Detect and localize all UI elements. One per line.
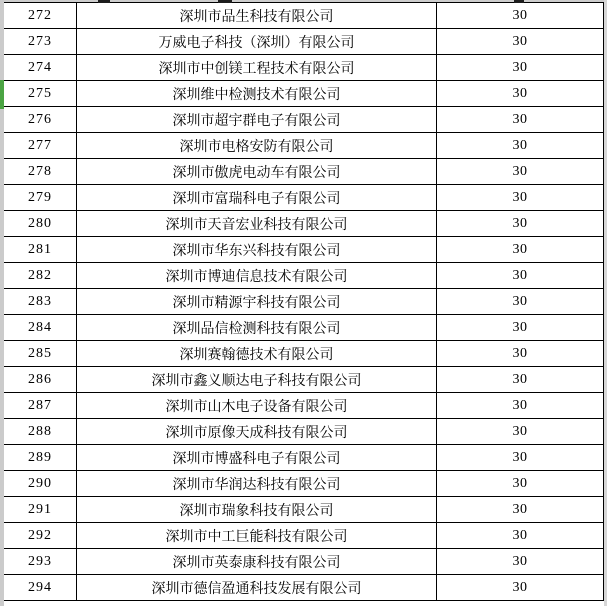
table-body [4,3,604,601]
score-cell[interactable]: 30 [437,523,604,549]
table-row [4,445,604,471]
table-row [4,419,604,445]
score-cell[interactable]: 30 [437,159,604,185]
score-cell[interactable]: 30 [437,263,604,289]
table-row [4,159,604,185]
table-row [4,523,604,549]
score-cell[interactable]: 30 [437,393,604,419]
row-number-cell[interactable]: 288 [4,419,77,445]
score-cell[interactable]: 30 [437,237,604,263]
score-cell[interactable]: 30 [437,289,604,315]
row-number-cell[interactable]: 291 [4,497,77,523]
score-cell[interactable]: 30 [437,107,604,133]
row-number-cell[interactable]: 279 [4,185,77,211]
company-name-cell[interactable]: 深圳市博迪信息技术有限公司 [77,263,437,289]
row-number-cell[interactable]: 273 [4,29,77,55]
table-row [4,29,604,55]
company-name-cell[interactable]: 万威电子科技（深圳）有限公司 [77,29,437,55]
table-row [4,211,604,237]
row-number-cell[interactable]: 282 [4,263,77,289]
company-name-cell[interactable]: 深圳市电格安防有限公司 [77,133,437,159]
score-cell[interactable]: 30 [437,211,604,237]
table-row [4,549,604,575]
prev-row-remnant [218,0,232,3]
score-cell[interactable]: 30 [437,81,604,107]
score-cell[interactable]: 30 [437,315,604,341]
company-name-cell[interactable]: 深圳市精源宇科技有限公司 [77,289,437,315]
row-number-cell[interactable]: 280 [4,211,77,237]
company-name-cell[interactable]: 深圳市傲虎电动车有限公司 [77,159,437,185]
row-number-cell[interactable]: 290 [4,471,77,497]
score-cell[interactable]: 30 [437,367,604,393]
score-cell[interactable]: 30 [437,497,604,523]
row-number-cell[interactable]: 283 [4,289,77,315]
row-number-cell[interactable]: 278 [4,159,77,185]
row-number-cell[interactable]: 289 [4,445,77,471]
company-name-cell[interactable]: 深圳赛翰德技术有限公司 [77,341,437,367]
table-row [4,497,604,523]
score-cell[interactable]: 30 [437,471,604,497]
company-name-cell[interactable]: 深圳市鑫义顺达电子科技有限公司 [77,367,437,393]
table-row [4,367,604,393]
row-number-cell[interactable]: 284 [4,315,77,341]
table-row [4,289,604,315]
company-name-cell[interactable]: 深圳市博盛科电子有限公司 [77,445,437,471]
company-name-cell[interactable]: 深圳市原像天成科技有限公司 [77,419,437,445]
row-number-cell[interactable]: 275 [4,81,77,107]
row-number-cell[interactable]: 286 [4,367,77,393]
score-cell[interactable]: 30 [437,3,604,29]
table-row [4,471,604,497]
score-cell[interactable]: 30 [437,419,604,445]
company-name-cell[interactable]: 深圳市华东兴科技有限公司 [77,237,437,263]
prev-row-remnant [514,0,524,3]
score-cell[interactable]: 30 [437,549,604,575]
company-name-cell[interactable]: 深圳市天音宏业科技有限公司 [77,211,437,237]
table-row [4,263,604,289]
row-number-cell[interactable]: 294 [4,575,77,601]
data-table [3,2,604,601]
table-row [4,315,604,341]
row-number-cell[interactable]: 281 [4,237,77,263]
score-cell[interactable]: 30 [437,341,604,367]
row-number-cell[interactable]: 276 [4,107,77,133]
table-row [4,81,604,107]
score-cell[interactable]: 30 [437,575,604,601]
score-cell[interactable]: 30 [437,29,604,55]
company-name-cell[interactable]: 深圳市山木电子设备有限公司 [77,393,437,419]
table-row [4,133,604,159]
row-number-cell[interactable]: 277 [4,133,77,159]
table-row [4,393,604,419]
table-row [4,341,604,367]
row-number-cell[interactable]: 272 [4,3,77,29]
row-number-cell[interactable]: 274 [4,55,77,81]
row-number-cell[interactable]: 285 [4,341,77,367]
score-cell[interactable]: 30 [437,55,604,81]
company-name-cell[interactable]: 深圳市富瑞科电子有限公司 [77,185,437,211]
company-name-cell[interactable]: 深圳市品生科技有限公司 [77,3,437,29]
table-row [4,237,604,263]
company-name-cell[interactable]: 深圳维中检测技术有限公司 [77,81,437,107]
company-name-cell[interactable]: 深圳市德信盈通科技发展有限公司 [77,575,437,601]
company-name-cell[interactable]: 深圳品信检测科技有限公司 [77,315,437,341]
score-cell[interactable]: 30 [437,185,604,211]
table-row [4,55,604,81]
company-name-cell[interactable]: 深圳市超宇群电子有限公司 [77,107,437,133]
company-name-cell[interactable]: 深圳市英泰康科技有限公司 [77,549,437,575]
score-cell[interactable]: 30 [437,445,604,471]
selection-marker [0,80,4,109]
table-row [4,107,604,133]
row-number-cell[interactable]: 287 [4,393,77,419]
score-cell[interactable]: 30 [437,133,604,159]
row-number-cell[interactable]: 293 [4,549,77,575]
company-name-cell[interactable]: 深圳市华润达科技有限公司 [77,471,437,497]
company-name-cell[interactable]: 深圳市中工巨能科技有限公司 [77,523,437,549]
table-row [4,3,604,29]
row-number-cell[interactable]: 292 [4,523,77,549]
table-row [4,575,604,601]
company-name-cell[interactable]: 深圳市瑞象科技有限公司 [77,497,437,523]
company-name-cell[interactable]: 深圳市中创镁工程技术有限公司 [77,55,437,81]
prev-row-remnant [98,0,110,3]
table-row [4,185,604,211]
